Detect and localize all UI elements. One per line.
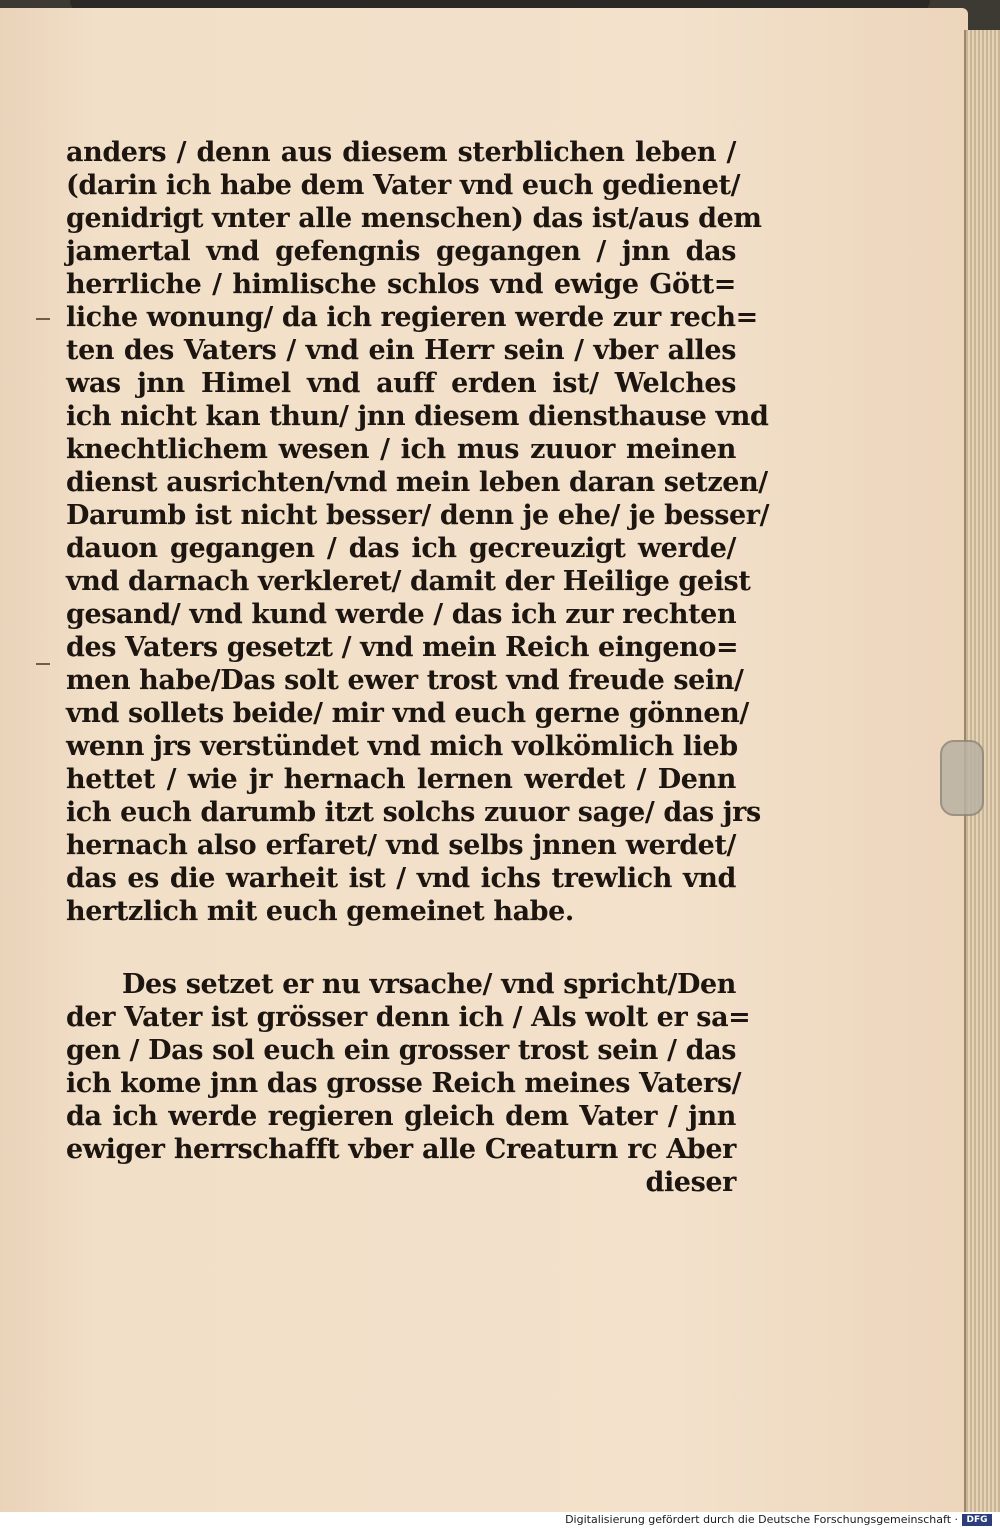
book-clamp [940,740,984,816]
funding-credit: Digitalisierung gefördert durch die Deutsche Forschungsgemeinschaft · [565,1513,958,1526]
text-line: gesand/ vnd kund werde / das ich zur rechten [66,599,737,630]
page-text [66,136,770,1199]
text-line: ich kome jnn das grosse Reich meines Vaters/ [66,1068,742,1099]
text-line: ich nicht kan thun/ jnn diesem diensthause vnd [66,401,769,432]
book-page [0,8,968,1512]
text-line: herrliche / himlische schlos vnd ewige Gött= [66,269,736,300]
text-line: men habe/Das solt ewer trost vnd freude sein/ [66,665,744,696]
text-line: was jnn Himel vnd auff erden ist/ Welches [66,368,736,399]
text-line: der Vater ist grösser denn ich / Als wolt er sa= [66,1002,751,1033]
text-line: da ich werde regieren gleich dem Vater / jnn [66,1101,736,1132]
text-line: (darin ich habe dem Vater vnd euch gedienet/ [66,170,741,201]
text-line: liche wonung/ da ich regieren werde zur rech= [66,302,758,333]
text-line: wenn jrs verstündet vnd mich volkömlich lieb [66,731,738,762]
text-line: genidrigt vnter alle menschen) das ist/aus dem [66,203,762,234]
text-line: jamertal vnd gefengnis gegangen / jnn das [66,236,736,267]
text-line: hernach also erfaret/ vnd selbs jnnen werdet/ [66,830,736,861]
text-line: ich euch darumb itzt solchs zuuor sage/ das jrs [66,797,761,828]
paragraph-2 [66,968,751,1166]
text-line: ewiger herrschafft vber alle Creaturn rc Aber [66,1134,736,1165]
text-line: anders / denn aus diesem sterblichen leben / [66,137,736,168]
text-line: ten des Vaters / vnd ein Herr sein / vber alles [66,335,736,366]
text-line: knechtlichem wesen / ich mus zuuor meinen [66,434,736,465]
text-line: des Vaters gesetzt / vnd mein Reich eingeno= [66,632,739,663]
paragraph-1 [66,136,770,928]
margin-mark [36,663,50,665]
text-line: Darumb ist nicht besser/ denn je ehe/ je besser/ [66,500,770,531]
text-line: dauon gegangen / das ich gecreuzigt werde/ [66,533,736,564]
text-line: das es die warheit ist / vnd ichs trewlich vnd [66,863,736,894]
text-line: Des setzet er nu vrsache/ vnd spricht/Den [122,969,736,1000]
footer-bar [0,1512,1000,1528]
text-line: gen / Das sol euch ein grosser trost sein / das [66,1035,736,1066]
dfg-logo: DFG [962,1514,992,1526]
margin-mark [36,318,50,320]
text-line: hettet / wie jr hernach lernen werdet / Denn [66,764,736,795]
text-line: vnd sollets beide/ mir vnd euch gerne gönnen/ [66,698,749,729]
text-line: dienst ausrichten/vnd mein leben daran setzen/ [66,467,768,498]
text-line: hertzlich mit euch gemeinet habe. [66,896,574,927]
text-line: vnd darnach verkleret/ damit der Heilige geist [66,566,751,597]
catchword: dieser [645,1167,736,1198]
